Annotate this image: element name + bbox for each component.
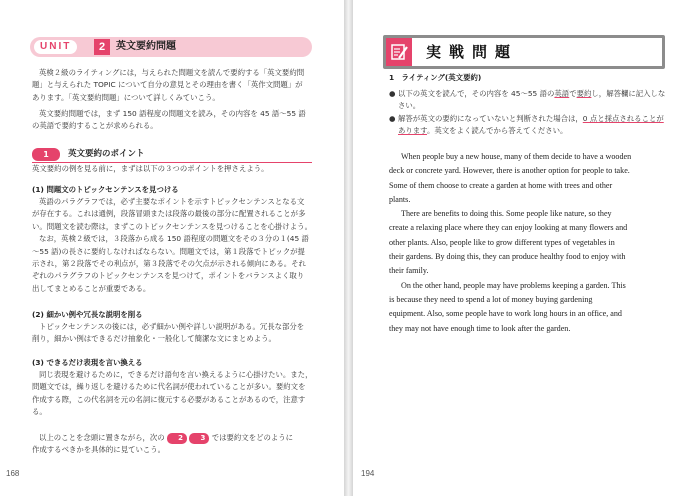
closing-line: [32, 432, 314, 444]
point2-line: トピックセンテンスの後には，必ず細かい例や詳しい説明がある。冗長な部分を: [39, 322, 305, 331]
page-number-right: 194: [361, 469, 375, 478]
unit-label: UNIT: [34, 40, 77, 54]
instruction-emphasis: 0 点と採点されることが: [582, 114, 664, 123]
passage-line: their family.: [389, 266, 429, 276]
reading-passage: [389, 150, 659, 336]
instruction-segment: で: [569, 89, 577, 98]
description-paragraph: [32, 108, 314, 133]
section-number-badge: 1: [32, 148, 60, 161]
book-gutter: [344, 0, 353, 496]
point2-line: 削り，細かい例はできるだけ抽象化・一般化して簡潔な文にまとめよう。: [32, 334, 276, 344]
point2-title: (2) 細かい例や冗長な説明を削る: [32, 310, 143, 319]
closing-text: 以上のことを念頭に置きながら，次の: [39, 433, 165, 442]
point3-line: 問題文では，繰り返しを避けるために代名詞が使われていることが多い。要約文を: [32, 382, 306, 392]
point1-line: 英語のパラグラフでは，必ず主要なポイントを示すトピックセンテンスとなる文: [39, 197, 305, 206]
instruction-bullet: [389, 113, 669, 139]
section-title: 英文要約のポイント: [68, 149, 145, 159]
section-intro: 英文要約の例を見る前に，まずは以下の３つのポイントを押さえよう。: [32, 164, 269, 173]
point3-title: (3) できるだけ表現を言い換える: [32, 358, 143, 367]
passage-line: When people buy a new house, many of them decide to have a wooden: [401, 152, 632, 161]
intro-line: 題」と与えられた TOPIC について自分の意見とその理由を書く「英作文問題」が: [32, 80, 303, 90]
desc-line: の英語で要約することが求められる。: [32, 121, 158, 131]
intro-paragraph: [32, 67, 314, 104]
page-number-left: 168: [6, 469, 20, 478]
point1-body: [32, 196, 314, 295]
instruction-emphasis: 要約: [576, 89, 592, 98]
section-ref-badge: 3: [189, 433, 209, 444]
exercise-subheading: 1 ライティング(英文要約): [389, 73, 482, 82]
bullet-dot: ●: [389, 114, 396, 123]
closing-line: 作成するべきかを具体的に見ていこう。: [32, 445, 166, 455]
unit-title: 英文要約問題: [116, 41, 176, 52]
bullet-dot: ●: [389, 89, 396, 98]
section-ref-badge: 2: [167, 433, 187, 444]
closing-paragraph: [32, 432, 314, 457]
point1-line: 出してまとめることが重要である。: [32, 283, 151, 293]
instruction-text: [398, 88, 668, 113]
passage-line: they may not have enough time to look after the garden.: [389, 323, 571, 333]
unit-number: 2: [94, 39, 110, 55]
point1-line: 〜55 語)の長さに要約しなければならない。問題文では，第１段落でトピックが提: [32, 246, 305, 256]
point3-line: 同じ表現を避けるために，できるだけ語句を言い換えるように心掛けたい。また，: [39, 370, 313, 379]
instruction-segment: 以下の英文を読んで，その内容を 45〜55 語の: [398, 89, 555, 98]
point3-line: 作成する際，この代名詞を元の名詞に復元する必要があることがあるので，注意す: [32, 394, 306, 404]
intro-line: あります。「英文要約問題」について詳しくみていこう。: [32, 92, 220, 102]
instruction-segment: 。英文をよく読んでから答えてください。: [426, 126, 568, 136]
instruction-segment: し，解答欄に記入しな: [591, 89, 666, 98]
point1-line: 示され，第２段落でその利点が，第３段落でその欠点が示される傾向にある。それ: [32, 259, 306, 269]
pencil-note-icon: [386, 38, 412, 66]
passage-line: create a relaxing place where they can enjoy looking at many flowers and: [389, 223, 628, 233]
instruction-bullet: [389, 88, 669, 114]
instruction-segment: さい。: [398, 101, 421, 111]
passage-line: Some of them choose to create a garden at home with trees and other: [389, 180, 613, 190]
instruction-segment: 解答が英文の要約になっていないと判断された場合は，: [398, 114, 583, 123]
point1-line: ぞれのパラグラフのトピックセンテンスを見つけて，ポイントをバランスよく取り: [32, 271, 305, 281]
point1-line: い。問題文を読む際は，まずこのトピックセンテンスを見つけることを心掛けよう。: [32, 221, 312, 231]
point1-line: なお，英検２級では，３段落から成る 150 語程度の問題文をその３分の１(45 語: [39, 234, 309, 244]
point2-body: [32, 321, 314, 346]
passage-line: their gardens. By doing this, they can produce healthy food to enjoy with: [389, 252, 626, 262]
instruction-emphasis: あります: [398, 126, 427, 136]
passage-line: On the other hand, people may have problems keeping a garden. This: [401, 280, 626, 290]
unit-banner: [30, 37, 312, 57]
desc-line: 英文要約問題では，まず 150 語程度の問題文を読み，その内容を 45 語〜55 語: [39, 109, 306, 118]
passage-line: deck or concrete yard. However, there is another option for people to take.: [389, 166, 630, 176]
passage-line: other plants. Also, people like to grow different types of vegetables in: [389, 237, 615, 247]
instruction-emphasis: 英語: [554, 89, 570, 98]
point1-line: が存在する。これは通例，段落冒頭または段落の最後の部分に配置されることが多: [32, 209, 306, 219]
passage-line: There are benefits to doing this. Some people like nature, so they: [401, 209, 612, 219]
intro-line: 英検２級のライティングには，与えられた問題文を読んで要約する「英文要約問: [39, 68, 305, 77]
point3-body: [32, 369, 314, 419]
passage-line: is because they need to spend a lot of money buying gardening: [389, 294, 593, 304]
section-heading: [32, 148, 312, 163]
practice-title: 実戦問題: [426, 43, 519, 61]
instruction-text: [398, 113, 668, 138]
left-page: [0, 0, 344, 496]
closing-text: では要約文をどのように: [211, 433, 294, 442]
practice-banner: [383, 35, 665, 69]
point1-title: (1) 問題文のトピックセンテンスを見つける: [32, 185, 179, 194]
passage-line: equipment. Also, some people have to work long hours in an office, and: [389, 309, 622, 319]
right-page: [353, 0, 699, 496]
passage-line: plants.: [389, 194, 411, 204]
point3-line: る。: [32, 407, 47, 417]
